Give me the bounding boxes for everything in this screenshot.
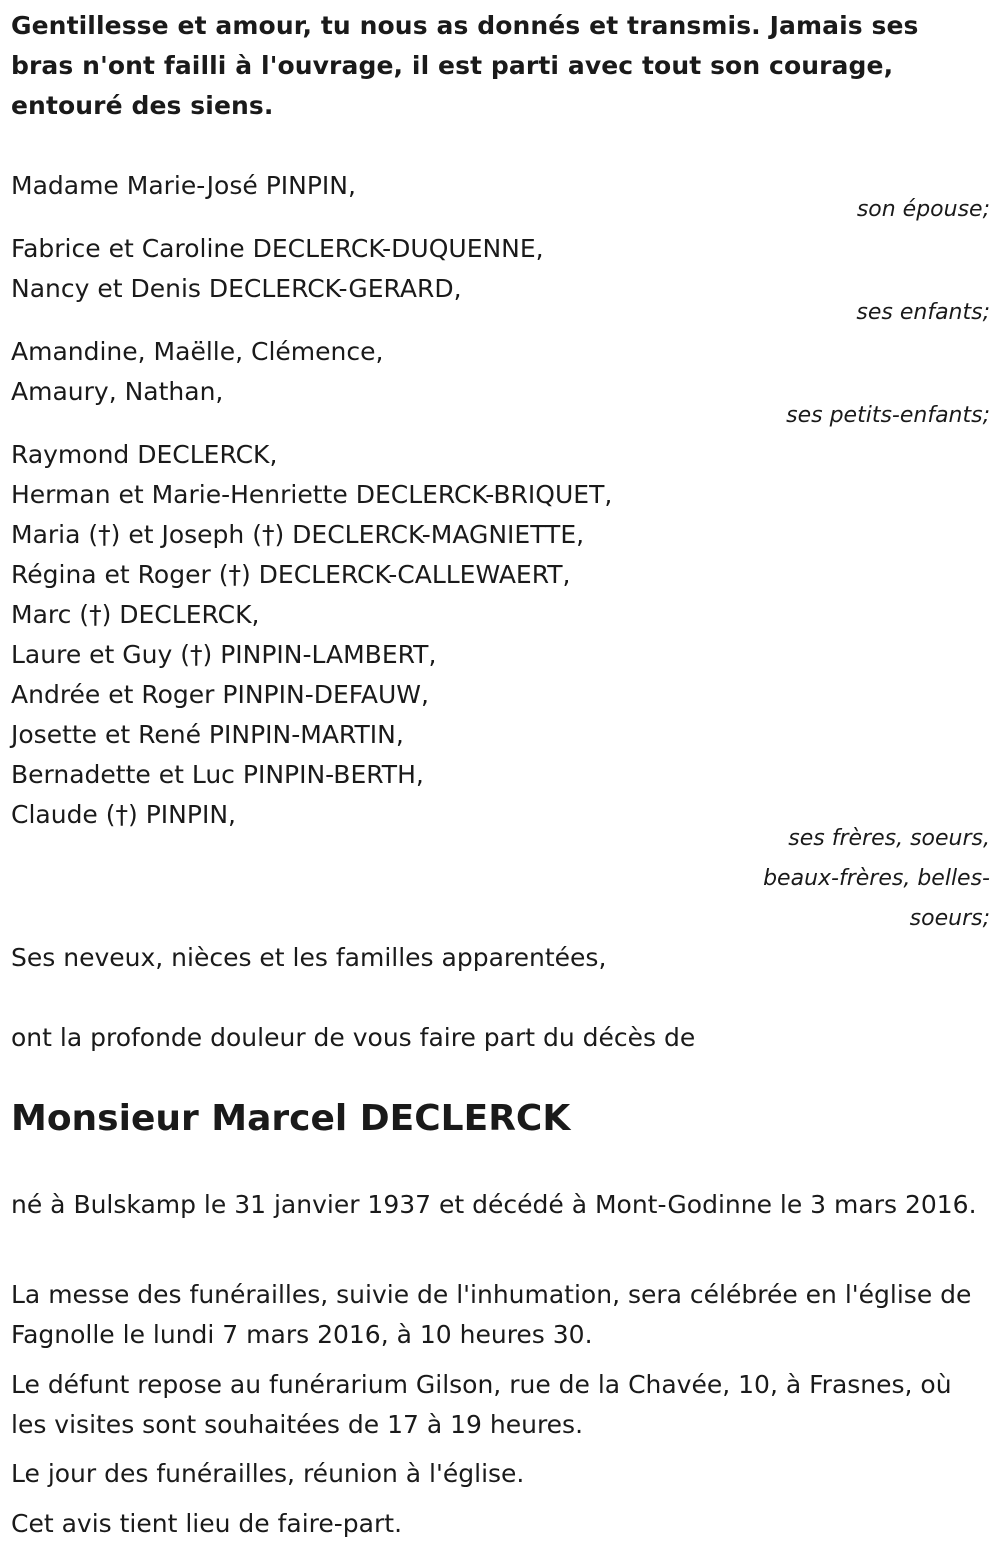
deceased-name: Monsieur Marcel DECLERCK (11, 1098, 571, 1139)
grandchild-name: Amaury, Nathan, (11, 377, 224, 406)
meeting-details: Le jour des funérailles, réunion à l'église. (11, 1459, 525, 1488)
sibling-name: Andrée et Roger PINPIN-DEFAUW, (11, 680, 429, 709)
relatives-text: Ses neveux, nièces et les familles apparentées, (11, 943, 607, 972)
siblings-role-line: soeurs; (909, 906, 990, 931)
spouse-name: Madame Marie-José PINPIN, (11, 171, 356, 200)
sibling-name: Raymond DECLERCK, (11, 440, 278, 469)
birth-death-details: né à Bulskamp le 31 janvier 1937 et décédé à Mont-Godinne le 3 mars 2016. (11, 1190, 977, 1219)
sibling-name: Marc (†) DECLERCK, (11, 600, 260, 629)
sibling-name: Herman et Marie-Henriette DECLERCK-BRIQUET, (11, 480, 613, 509)
sibling-name: Laure et Guy (†) PINPIN-LAMBERT, (11, 640, 437, 669)
closing-note: Cet avis tient lieu de faire-part. (11, 1509, 403, 1538)
siblings-role-line: beaux-frères, belles- (763, 866, 990, 891)
spouse-role: son épouse; (856, 197, 990, 222)
grandchildren-role: ses petits-enfants; (786, 403, 990, 428)
sibling-name: Maria (†) et Joseph (†) DECLERCK-MAGNIETTE, (11, 520, 585, 549)
funerarium-details: Le défunt repose au funérarium Gilson, rue de la Chavée, 10, à Frasnes, où les visites sont souhaitées de 17 à 19 heures. (11, 1370, 952, 1439)
announcement-text: ont la profonde douleur de vous faire part du décès de (11, 1023, 696, 1052)
sibling-name: Bernadette et Luc PINPIN-BERTH, (11, 760, 424, 789)
grandchild-name: Amandine, Maëlle, Clémence, (11, 337, 384, 366)
child-name: Nancy et Denis DECLERCK-GERARD, (11, 274, 462, 303)
intro-text: Gentillesse et amour, tu nous as donnés et transmis. Jamais ses bras n'ont failli à l'ouvrage, il est parti avec tout son courage, entouré des siens. (11, 11, 919, 120)
funeral-mass-details: La messe des funérailles, suivie de l'inhumation, sera célébrée en l'église de Fagnolle le lundi 7 mars 2016, à 10 heures 30. (11, 1280, 972, 1349)
child-name: Fabrice et Caroline DECLERCK-DUQUENNE, (11, 234, 544, 263)
sibling-name: Régina et Roger (†) DECLERCK-CALLEWAERT, (11, 560, 571, 589)
children-role: ses enfants; (856, 300, 990, 325)
sibling-name: Claude (†) PINPIN, (11, 800, 236, 829)
siblings-role-line: ses frères, soeurs, (788, 826, 990, 851)
sibling-name: Josette et René PINPIN-MARTIN, (11, 720, 404, 749)
